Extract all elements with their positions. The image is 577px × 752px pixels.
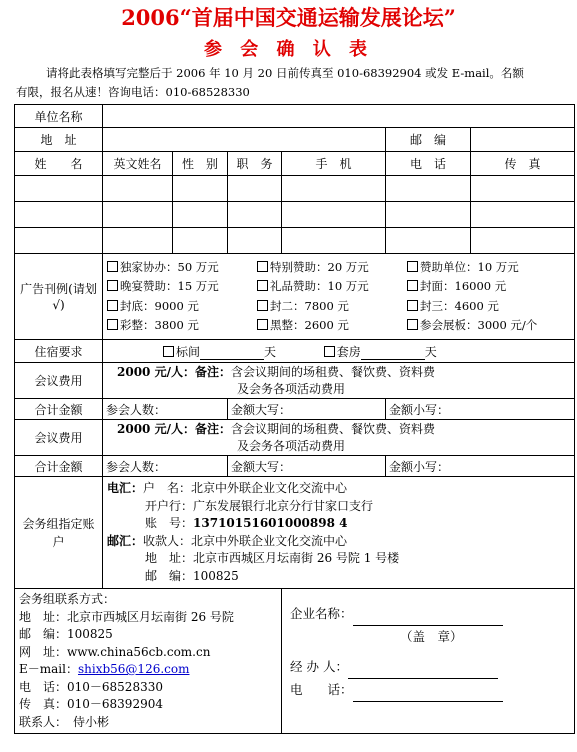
cell[interactable] [471, 202, 575, 228]
row-ads [15, 254, 575, 340]
cell[interactable] [471, 176, 575, 202]
row-contact [15, 589, 575, 734]
fee-note-label: 备注： [194, 421, 231, 436]
sign-block [282, 589, 575, 734]
ad-label: 独家协办：50 万元 [120, 259, 219, 274]
checkbox-icon[interactable] [407, 280, 418, 291]
cell[interactable] [386, 176, 471, 202]
ad-option[interactable] [407, 258, 519, 278]
payee-name: 户 名：北京中外联企业文化交流中心 [143, 481, 348, 495]
attendee-row [15, 228, 575, 254]
notice-line-2: 有限，报名从速！咨询电话：010-68528330 [16, 85, 250, 99]
row-account [15, 477, 575, 589]
lodging-suite-label: 套房 [336, 344, 361, 359]
cell[interactable] [282, 176, 386, 202]
bank-name: 开户行：广东发展银行北京分行甘家口支行 [145, 498, 374, 513]
label-total: 合计金额 [15, 399, 103, 420]
row-fee-1 [15, 363, 575, 399]
ad-label: 晚宴赞助：15 万元 [120, 279, 219, 293]
notice [16, 64, 576, 102]
email-label: E－mail： [19, 662, 78, 676]
ad-label: 参会展板：3000 元/个 [420, 318, 538, 332]
label-address: 地 址 [15, 128, 103, 152]
ad-label: 封面：16000 元 [420, 279, 507, 293]
wire-label: 电汇： [107, 481, 144, 495]
fee-price: 2000 元/人： [117, 364, 195, 379]
attendee-count-field[interactable] [103, 456, 228, 477]
label-fee: 会议费用 [15, 363, 103, 399]
checkbox-icon[interactable] [257, 300, 268, 311]
account-detail [103, 477, 575, 589]
days-unit: 天 [264, 344, 277, 359]
col-name: 姓 名 [15, 152, 103, 176]
row-unit [15, 105, 575, 128]
cell[interactable] [228, 202, 282, 228]
ad-option[interactable] [107, 316, 257, 336]
ad-option[interactable] [407, 297, 499, 317]
ad-option[interactable] [257, 297, 407, 317]
cell[interactable] [103, 176, 173, 202]
cell[interactable] [228, 228, 282, 254]
fee-price: 2000 元/人： [117, 421, 195, 436]
postcode-field[interactable] [471, 128, 575, 152]
label-fee: 会议费用 [15, 420, 103, 456]
label-ad: 广告刊例(请划√) [15, 254, 103, 340]
fee-note-line2: 及会务各项活动费用 [237, 438, 346, 453]
checkbox-icon[interactable] [257, 319, 268, 330]
checkbox-icon[interactable] [257, 280, 268, 291]
ad-option[interactable] [407, 316, 537, 336]
receiver-address: 地 址：北京市西城区月坛南街 26 号院 1 号楼 [145, 551, 400, 565]
cell[interactable] [282, 228, 386, 254]
ad-option[interactable] [407, 277, 506, 297]
ad-label: 封二：7800 元 [270, 298, 349, 313]
col-gender: 性 别 [173, 152, 228, 176]
attendee-row [15, 202, 575, 228]
fee-note-line2: 及会务各项活动费用 [237, 381, 346, 396]
ad-label: 特别赞助：20 万元 [270, 259, 369, 274]
contact-person: 联系人： 侍小彬 [19, 714, 110, 729]
cell[interactable] [386, 228, 471, 254]
ad-option[interactable] [257, 258, 407, 278]
contact-title: 会务组联系方式： [19, 592, 116, 606]
label-account: 会务组指定账户 [15, 477, 103, 589]
ad-label: 封底：9000 元 [120, 298, 199, 313]
col-phone: 电 话 [386, 152, 471, 176]
row-total-2 [15, 456, 575, 477]
fee-detail [103, 420, 575, 456]
form-subtitle: 参 会 确 认 表 [203, 39, 374, 60]
amount-upper-label: 金额大写： [231, 459, 292, 474]
ad-options [103, 254, 575, 340]
fee-note-line1: 含会议期间的场租费、餐饮费、资料费 [230, 364, 435, 379]
cell[interactable] [15, 202, 103, 228]
confirmation-table [14, 104, 575, 734]
ad-option[interactable] [107, 258, 257, 278]
label-lodging: 住宿要求 [15, 340, 103, 363]
suite-days-field[interactable] [361, 345, 425, 360]
cell[interactable] [282, 202, 386, 228]
checkbox-icon[interactable] [407, 300, 418, 311]
email-link[interactable]: shixb56@126.com [77, 662, 190, 676]
label-total: 合计金额 [15, 456, 103, 477]
contact-zip: 邮 编：100825 [19, 627, 113, 641]
amount-upper-label: 金额大写： [231, 402, 292, 417]
postal-label: 邮汇： [107, 533, 144, 548]
agent-label: 经 办 人： [290, 659, 348, 674]
lodging-standard-label: 标间 [176, 344, 201, 359]
cell[interactable] [15, 176, 103, 202]
cell[interactable] [15, 228, 103, 254]
contact-website: 网 址：www.china56cb.com.cn [19, 644, 211, 659]
ad-label: 赞助单位：10 万元 [420, 259, 519, 274]
checkbox-icon[interactable] [324, 346, 335, 357]
contact-block [15, 589, 282, 734]
attendee-count-label: 参会人数： [106, 402, 167, 417]
contact-phone: 电 话：010－68528330 [19, 679, 163, 694]
form-title: 2006“首届中国交通运输发展论坛” [121, 5, 456, 30]
attendee-count-field[interactable] [103, 399, 228, 420]
checkbox-icon[interactable] [257, 261, 268, 272]
cell[interactable] [173, 202, 228, 228]
address-field[interactable] [103, 128, 386, 152]
row-fee-2 [15, 420, 575, 456]
row-lodging [15, 340, 575, 363]
sign-phone-label: 电 话： [290, 682, 353, 697]
label-postcode: 邮 编 [386, 128, 471, 152]
fee-note-label: 备注： [194, 364, 231, 379]
checkbox-icon[interactable] [107, 300, 118, 311]
seal-label: （盖 章） [400, 629, 463, 644]
fee-detail [103, 363, 575, 399]
cell[interactable] [103, 202, 173, 228]
agent-field[interactable] [348, 656, 498, 679]
row-address [15, 128, 575, 152]
col-fax: 传 真 [471, 152, 575, 176]
ad-label: 彩整：3800 元 [120, 318, 199, 332]
row-total-1 [15, 399, 575, 420]
checkbox-icon[interactable] [407, 261, 418, 272]
lodging-options [103, 340, 575, 363]
contact-fax: 传 真：010－68392904 [19, 697, 163, 711]
fee-note-line1: 含会议期间的场租费、餐饮费、资料费 [230, 421, 435, 436]
row-attendee-header [15, 152, 575, 176]
unit-name-field[interactable] [103, 105, 575, 128]
cell[interactable] [228, 176, 282, 202]
attendee-row [15, 176, 575, 202]
checkbox-icon[interactable] [107, 319, 118, 330]
ad-label: 礼品赞助：10 万元 [270, 279, 369, 293]
amount-upper-field[interactable] [228, 456, 386, 477]
amount-lower-field[interactable] [386, 456, 575, 477]
receiver-zip: 邮 编：100825 [145, 568, 239, 583]
col-mobile: 手 机 [282, 152, 386, 176]
cell[interactable] [173, 176, 228, 202]
notice-line-1: 请将此表格填写完整后于 2006 年 10 月 20 日前传真至 010-68392904 或发 E-mail。名额 [46, 66, 524, 80]
checkbox-icon[interactable] [107, 280, 118, 291]
company-field[interactable] [353, 603, 503, 626]
contact-address: 地 址：北京市西城区月坛南街 26 号院 [19, 609, 234, 624]
amount-lower-label: 金额小写： [389, 402, 450, 417]
account-number: 13710151601000898 4 [193, 516, 348, 530]
cell[interactable] [173, 228, 228, 254]
cell[interactable] [386, 202, 471, 228]
amount-lower-field[interactable] [386, 399, 575, 420]
standard-days-field[interactable] [200, 345, 264, 360]
col-position: 职 务 [228, 152, 282, 176]
ad-label: 黑整：2600 元 [270, 318, 349, 332]
ad-label: 封三：4600 元 [420, 298, 499, 313]
attendee-count-label: 参会人数： [106, 459, 167, 474]
sign-phone-field[interactable] [353, 679, 503, 702]
amount-lower-label: 金额小写： [389, 459, 450, 474]
cell[interactable] [103, 228, 173, 254]
company-label: 企业名称： [290, 606, 353, 621]
ad-option[interactable] [107, 297, 257, 317]
days-unit: 天 [424, 344, 437, 359]
checkbox-icon[interactable] [163, 346, 174, 357]
ad-option[interactable] [107, 277, 257, 297]
label-unit-name: 单位名称 [15, 105, 103, 128]
receiver-name: 收款人：北京中外联企业文化交流中心 [143, 533, 348, 548]
ad-option[interactable] [257, 277, 407, 297]
col-english-name: 英文姓名 [103, 152, 173, 176]
amount-upper-field[interactable] [228, 399, 386, 420]
account-label: 账 号： [145, 516, 194, 530]
ad-option[interactable] [257, 316, 407, 336]
cell[interactable] [471, 228, 575, 254]
checkbox-icon[interactable] [407, 319, 418, 330]
checkbox-icon[interactable] [107, 261, 118, 272]
